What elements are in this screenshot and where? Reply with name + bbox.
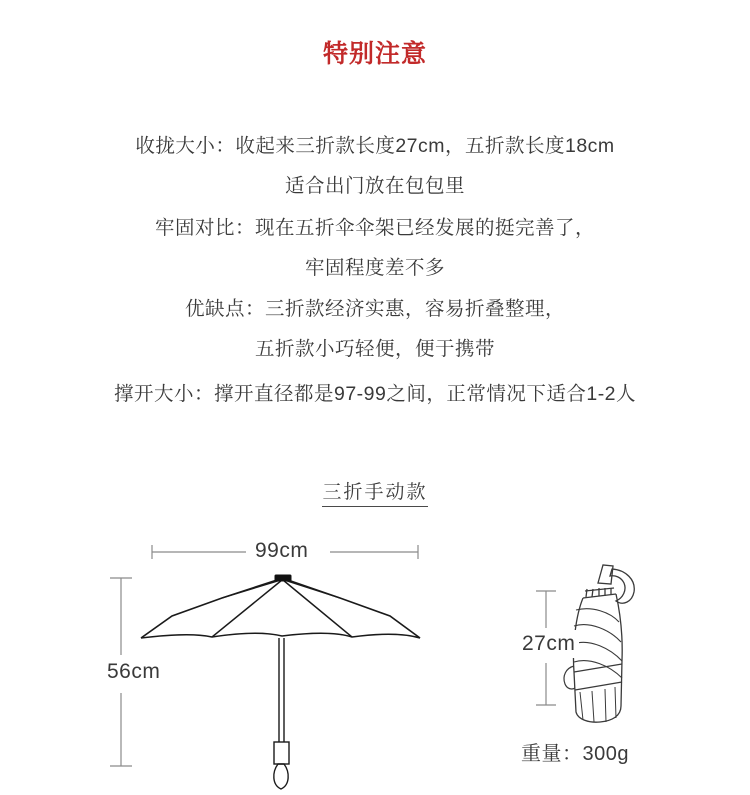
umbrella-wrist-loop <box>274 764 288 789</box>
folded-lower-fold-4 <box>615 687 616 718</box>
page-title: 特别注意 <box>322 40 427 68</box>
canopy-rib-left-outer <box>222 580 281 598</box>
note-block-open-size <box>0 374 750 414</box>
canopy-right-outer-edge <box>285 579 420 638</box>
note-block-sturdiness <box>0 208 750 288</box>
folded-lower-fold-2 <box>592 691 594 722</box>
folded-collar-top <box>585 588 614 591</box>
folded-handle-stub <box>598 565 613 584</box>
folded-body-outline <box>573 594 622 722</box>
folded-velcro-top <box>574 664 622 672</box>
width-dimension-label: 99cm <box>248 539 315 563</box>
canopy-rib-right-outer <box>284 580 340 598</box>
folded-wrap-line-4 <box>574 661 622 678</box>
canopy-hem <box>141 633 420 638</box>
note-line: 撑开大小：撑开直径都是97-99之间，正常情况下适合1-2人 <box>113 383 637 405</box>
folded-lower-fold-3 <box>605 689 606 722</box>
note-line: 五折款小巧轻便，便于携带 <box>254 338 495 360</box>
height-dimension-label: 56cm <box>103 658 164 686</box>
folded-wrist-strap <box>610 569 634 603</box>
folded-velcro-tab <box>564 666 575 689</box>
note-line: 牢固程度差不多 <box>304 257 445 279</box>
open-umbrella-drawing <box>141 575 420 789</box>
canopy-left-outer-edge <box>141 579 280 638</box>
canopy-rib-left <box>212 580 282 637</box>
folded-lower-fold-1 <box>580 692 583 720</box>
weight-label: 重量：300g <box>521 737 629 766</box>
folded-length-label: 27cm <box>518 630 579 658</box>
folded-rib-end-1 <box>586 589 587 597</box>
canopy-finial <box>275 575 291 581</box>
folded-wrap-line-1 <box>576 609 619 622</box>
note-block-pros-cons <box>0 289 750 369</box>
note-line: 优缺点：三折款经济实惠，容易折叠整理， <box>184 298 565 320</box>
note-line: 牢固对比：现在五折伞伞架已经发展的挺完善了， <box>154 217 595 239</box>
folded-collar-bottom <box>583 594 616 598</box>
canopy-rib-right <box>283 580 352 637</box>
note-block-size <box>0 126 750 206</box>
folded-wrap-line-3 <box>573 642 622 661</box>
folded-wrap-line-2 <box>574 625 621 642</box>
note-line: 适合出门放在包包里 <box>284 175 465 197</box>
folded-rib-end-2 <box>592 589 593 597</box>
section-heading-label: 三折手动款 <box>322 482 427 507</box>
note-line: 收拢大小：收起来三折款长度27cm，五折款长度18cm <box>135 135 615 157</box>
section-heading <box>0 480 750 506</box>
folded-velcro-bottom <box>575 682 622 690</box>
umbrella-handle-grip <box>274 742 289 764</box>
